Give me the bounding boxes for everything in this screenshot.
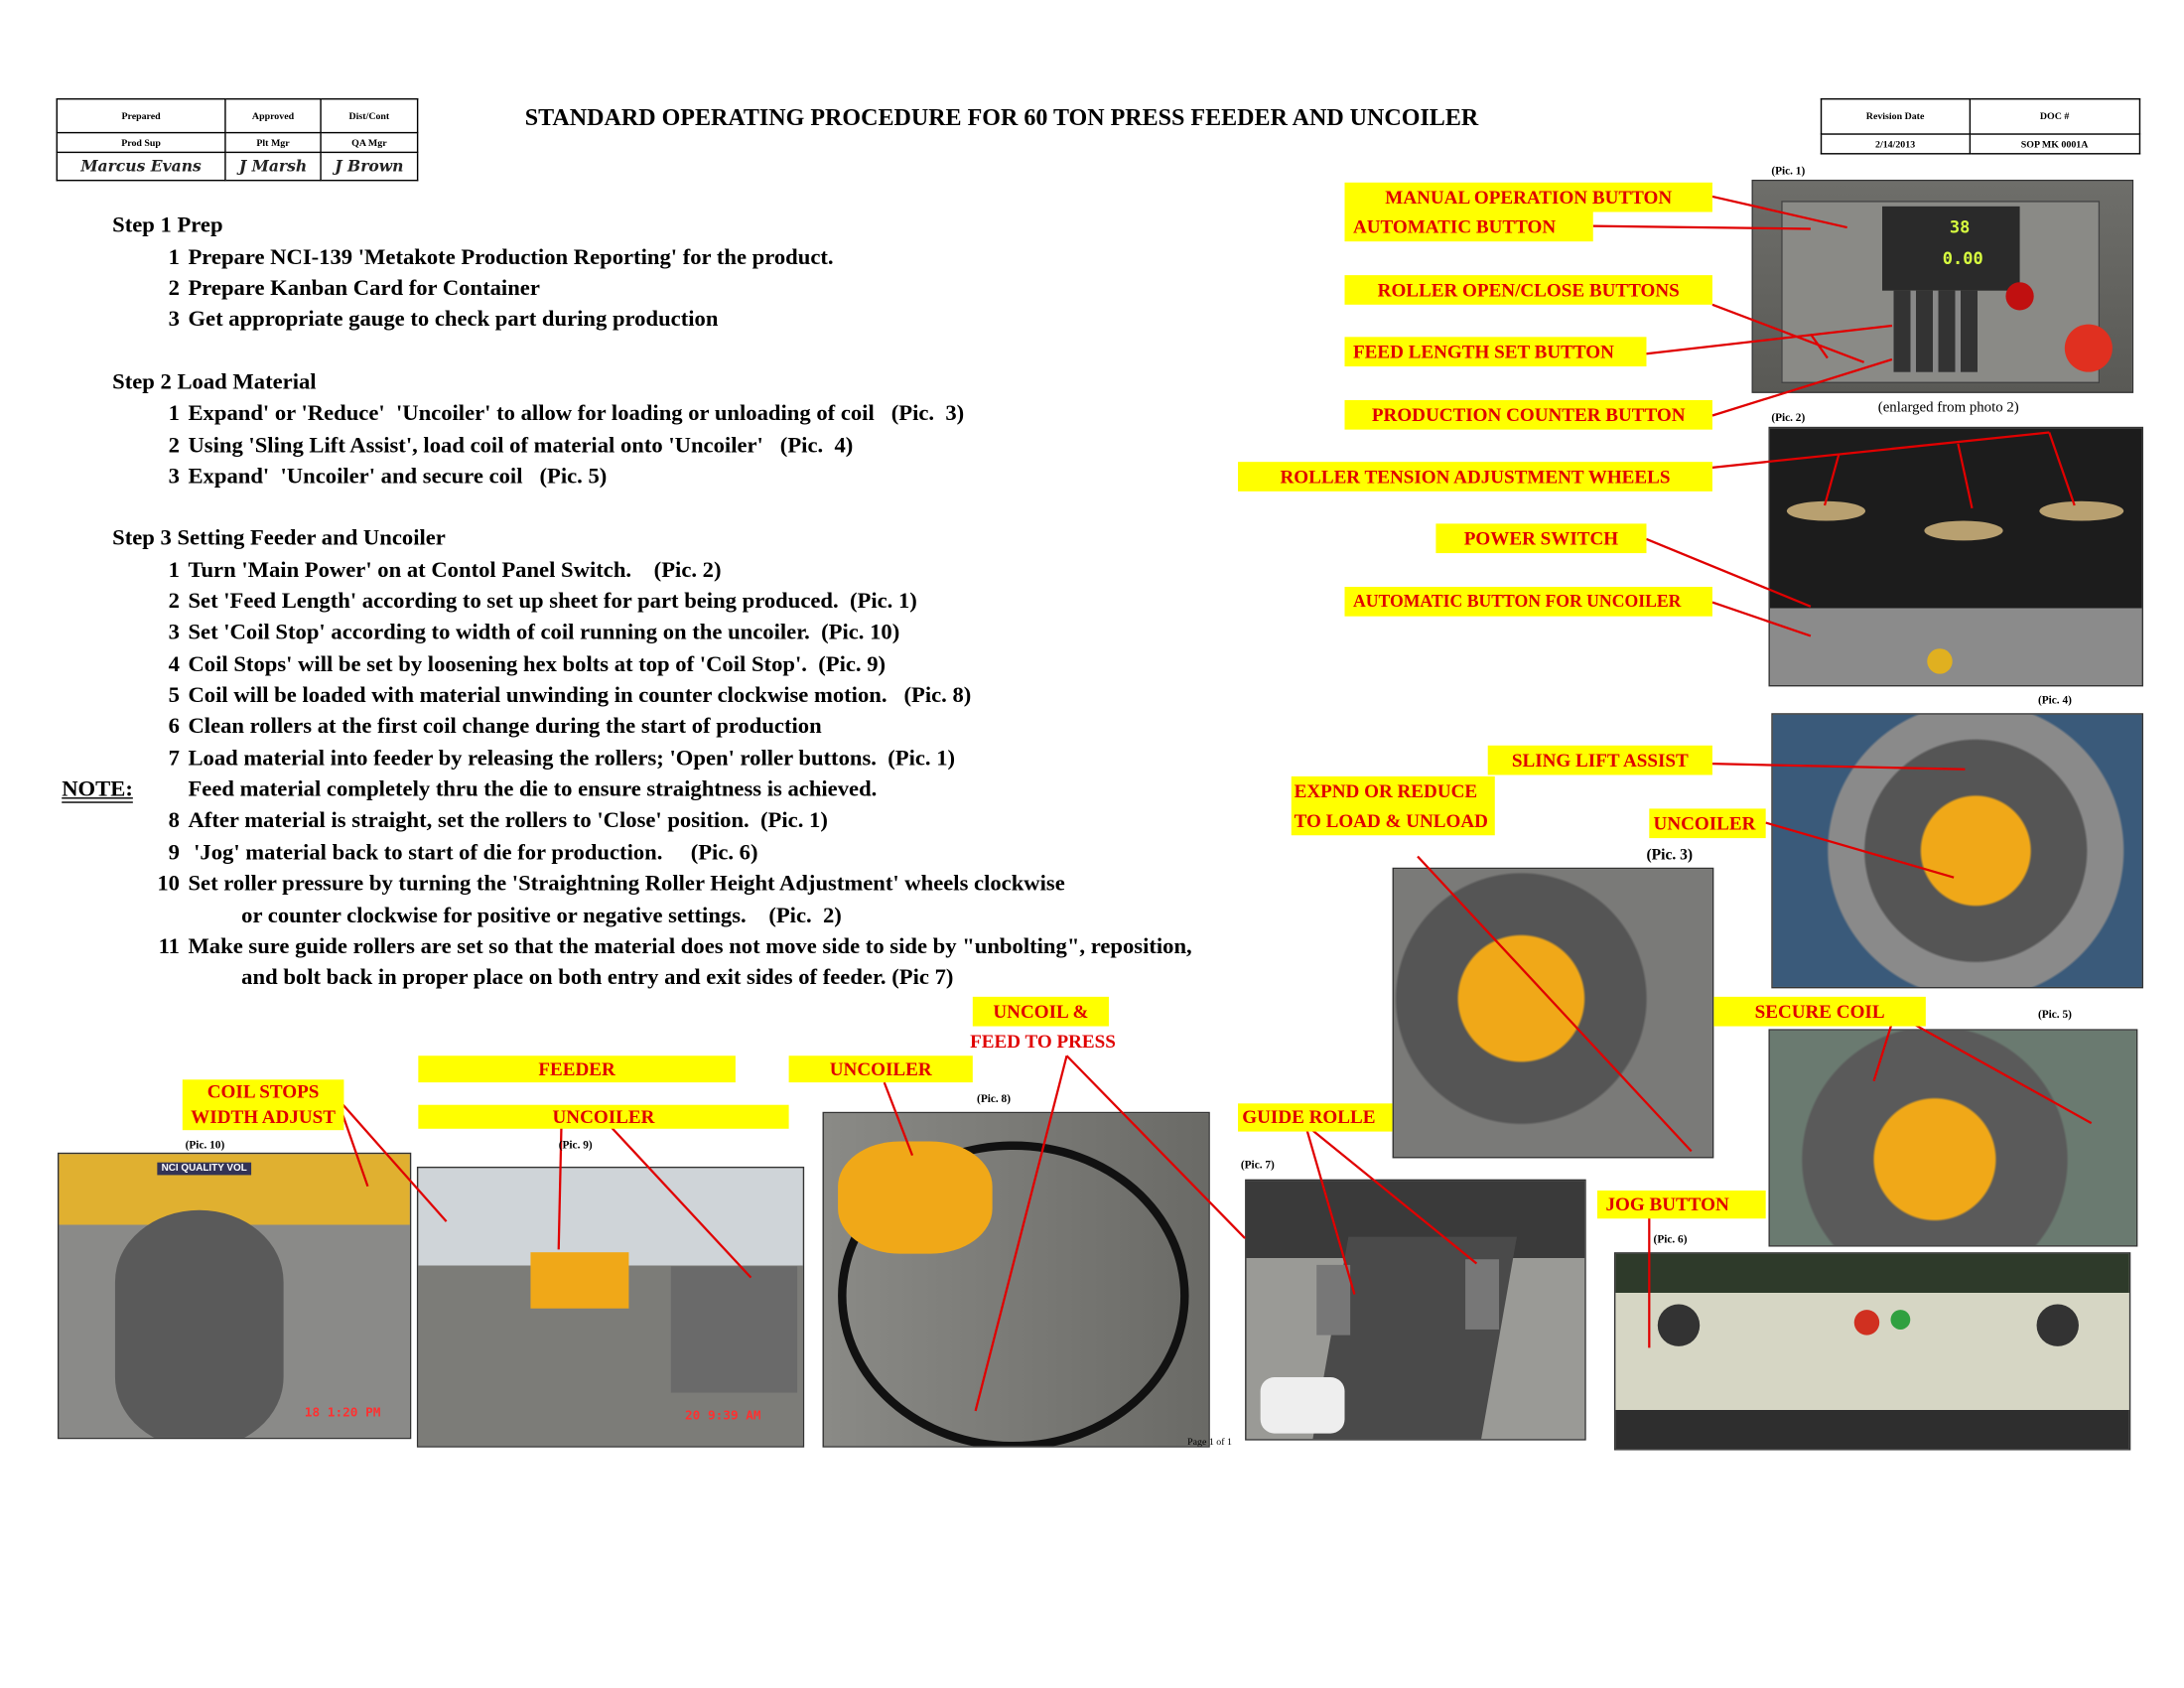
callout-automatic-button: AUTOMATIC BUTTON xyxy=(1344,211,1592,241)
callout-feeder: FEEDER xyxy=(418,1055,736,1082)
display-counter: 0.00 xyxy=(1942,248,1983,269)
col-doc-number: DOC # xyxy=(1970,99,2140,134)
role-plt-mgr: Plt Mgr xyxy=(225,133,321,153)
caption-enlarged: (enlarged from photo 2) xyxy=(1877,399,2019,416)
callout-roller-tension-wheels: ROLLER TENSION ADJUSTMENT WHEELS xyxy=(1238,462,1712,492)
caption-pic4: (Pic. 4) xyxy=(2037,693,2072,707)
callout-sling-lift-assist: SLING LIFT ASSIST xyxy=(1488,746,1712,775)
callout-jog-button: JOG BUTTON xyxy=(1597,1191,1766,1218)
callout-guide-roller: GUIDE ROLLE xyxy=(1238,1103,1393,1131)
step-1-title: Step 1 Prep xyxy=(112,212,223,237)
caption-pic2: (Pic. 2) xyxy=(1771,411,1806,424)
caption-pic5: (Pic. 5) xyxy=(2037,1008,2072,1021)
callout-production-counter-button: PRODUCTION COUNTER BUTTON xyxy=(1344,400,1711,430)
step-item-continuation: or counter clockwise for positive or negative settings. (Pic. 2) xyxy=(241,904,842,928)
callout-uncoiler-pic4: UNCOILER xyxy=(1649,808,1765,838)
callout-secure-coil: SECURE COIL xyxy=(1713,997,1925,1027)
callout-uncoiler-pic8: UNCOILER xyxy=(789,1055,973,1082)
page-title: STANDARD OPERATING PROCEDURE FOR 60 TON PRESS FEEDER AND UNCOILER xyxy=(524,103,1479,131)
callout-manual-operation-button: MANUAL OPERATION BUTTON xyxy=(1344,183,1711,212)
quality-sign: NCI QUALITY VOL xyxy=(157,1163,251,1176)
display-feed: 38 xyxy=(1949,217,1971,237)
caption-pic6: (Pic. 6) xyxy=(1653,1232,1688,1246)
timestamp: 20 9:39 AM xyxy=(684,1409,761,1424)
col-dist: Dist/Cont xyxy=(321,99,417,133)
signature-approved: J Marsh xyxy=(225,152,321,180)
step-2-title: Step 2 Load Material xyxy=(112,370,317,395)
callout-coil-stops: COIL STOPS WIDTH ADJUST xyxy=(183,1079,344,1130)
signature-prepared: Marcus Evans xyxy=(57,152,225,180)
step-item-continuation: and bolt back in proper place on both entry and exit sides of feeder. (Pic 7) xyxy=(241,965,954,990)
col-revision-date: Revision Date xyxy=(1822,99,1970,134)
role-prod-sup: Prod Sup xyxy=(57,133,225,153)
caption-pic8: (Pic. 8) xyxy=(977,1091,1011,1105)
callout-expand-reduce: EXPND OR REDUCE TO LOAD & UNLOAD xyxy=(1292,776,1495,835)
caption-pic7: (Pic. 7) xyxy=(1240,1158,1275,1172)
caption-pic3: (Pic. 3) xyxy=(1646,846,1694,864)
role-qa-mgr: QA Mgr xyxy=(321,133,417,153)
page-number: Page 1 of 1 xyxy=(1187,1436,1232,1448)
timestamp: 18 1:20 PM xyxy=(304,1406,381,1421)
doc-number: SOP MK 0001A xyxy=(1970,134,2140,154)
callout-uncoil-feed-1: UNCOIL & xyxy=(973,997,1109,1027)
col-approved: Approved xyxy=(225,99,321,133)
note-label: NOTE: xyxy=(62,777,133,802)
step-3-title: Step 3 Setting Feeder and Uncoiler xyxy=(112,526,446,551)
revision-date: 2/14/2013 xyxy=(1822,134,1970,154)
callout-uncoil-feed-2: FEED TO PRESS xyxy=(970,1030,1116,1052)
callout-power-switch: POWER SWITCH xyxy=(1435,523,1646,553)
callout-uncoiler-pic9: UNCOILER xyxy=(418,1105,788,1129)
col-prepared: Prepared xyxy=(57,99,225,133)
sop-page: Prepared Approved Dist/Cont Prod Sup Plt Mgr QA Mgr Marcus Evans J Marsh J Brown STANDARD OPERATING PROCEDURE FOR 60 TON PRESS FEEDER AND UNCOILER Revision Date DOC # 2/14/2013 SOP MK 0001A Step 1 Prep 1 Prepare NCI-139 'Metakote Production Reporting' for the product. 2 Prepare Kanban Card for Container 3 Get appropriate gauge to check part during production Step 2 Load Material 1 Expand' or 'Reduce' 'Uncoiler' to allow for loading or unloading of coil (Pic. 3) 2 Using 'Sling Lift Assist', load coil of material onto 'Uncoiler' (Pic. 4) 3 Expand' 'Uncoiler' and secure coil (Pic. 5) Step 3 Setting Feeder and Uncoiler 1 Turn 'Main Power' on at Contol Panel Switch. (Pic. 2) 2 Set 'Feed Length' according to set up sheet for part being produced. (Pic. 1) 3 Set 'Coil Stop' according to width of coil running on the uncoiler. (Pic. 10) 4 Coil Stops' will be set by loosening hex bolts at top of 'Coil Stop'. (Pic. 9) 5 Coil will be loaded with material unwinding in counter clockwise motion. (Pic. 8) 6 Clean rollers at the first coil change during the start of production 7 Load material into feeder by releasing the rollers; 'Open' roller buttons. (Pic. 1) NOTE: Feed material completely thru the die to ensure straightness is achieved. 8 After material is straight, set the rollers to 'Close' position. (Pic. 1) 9 'Jog' material back to start of die for production. (Pic. 6) 10 Set roller pressure by turning the 'Straightning Roller Height Adjustment' wheels clockwise or counter clockwise for positive or negative settings. (Pic. 2) 11 Make sure guide rollers are set so that the material does not move side to side by "unbolting", reposition, and bolt back in proper place on both entry and exit sides of feeder. (Pic 7) 38 0.00 NCI QUALITY VOL 18 1:20 PM 20 9:39 AM MANUAL OPERATION BUTTON AUTOMATIC BUTTON ROLLER OPEN/CLOSE BUTTONS FEED LENGTH SET BUTTON PRODUCTION COUNTER BUTTON ROLLER TENSION ADJUSTMENT WHEELS POWER SWITCH AUTOMATIC BUTTON FOR UNCOILER SLING LIFT ASSIST EXPND OR REDUCE TO LOAD & UNLOAD UNCOILER UNCOIL & FEED TO PRESS SECURE COIL FEEDER UNCOILER COIL STOPS WIDTH ADJUST UNCOILER GUIDE ROLLE JOG BUTTON (Pic. 1) (Pic. 2) (enlarged from photo 2) (Pic. 4) (Pic. 3) (Pic. 5) (Pic. 6) (Pic. 7) (Pic. 8) (Pic. 9) (Pic. 10) Page 1 of 1 xyxy=(0,0,2184,1687)
callout-feed-length-set-button: FEED LENGTH SET BUTTON xyxy=(1344,337,1646,366)
caption-pic10: (Pic. 10) xyxy=(185,1138,225,1152)
note-text: Feed material completely thru the die to ensure straightness is achieved. xyxy=(188,777,878,802)
caption-pic1: (Pic. 1) xyxy=(1771,164,1806,178)
callout-automatic-button-uncoiler: AUTOMATIC BUTTON FOR UNCOILER xyxy=(1344,587,1711,617)
callout-roller-open-close-buttons: ROLLER OPEN/CLOSE BUTTONS xyxy=(1344,275,1711,305)
caption-pic9: (Pic. 9) xyxy=(558,1138,593,1152)
signature-dist: J Brown xyxy=(321,152,417,180)
